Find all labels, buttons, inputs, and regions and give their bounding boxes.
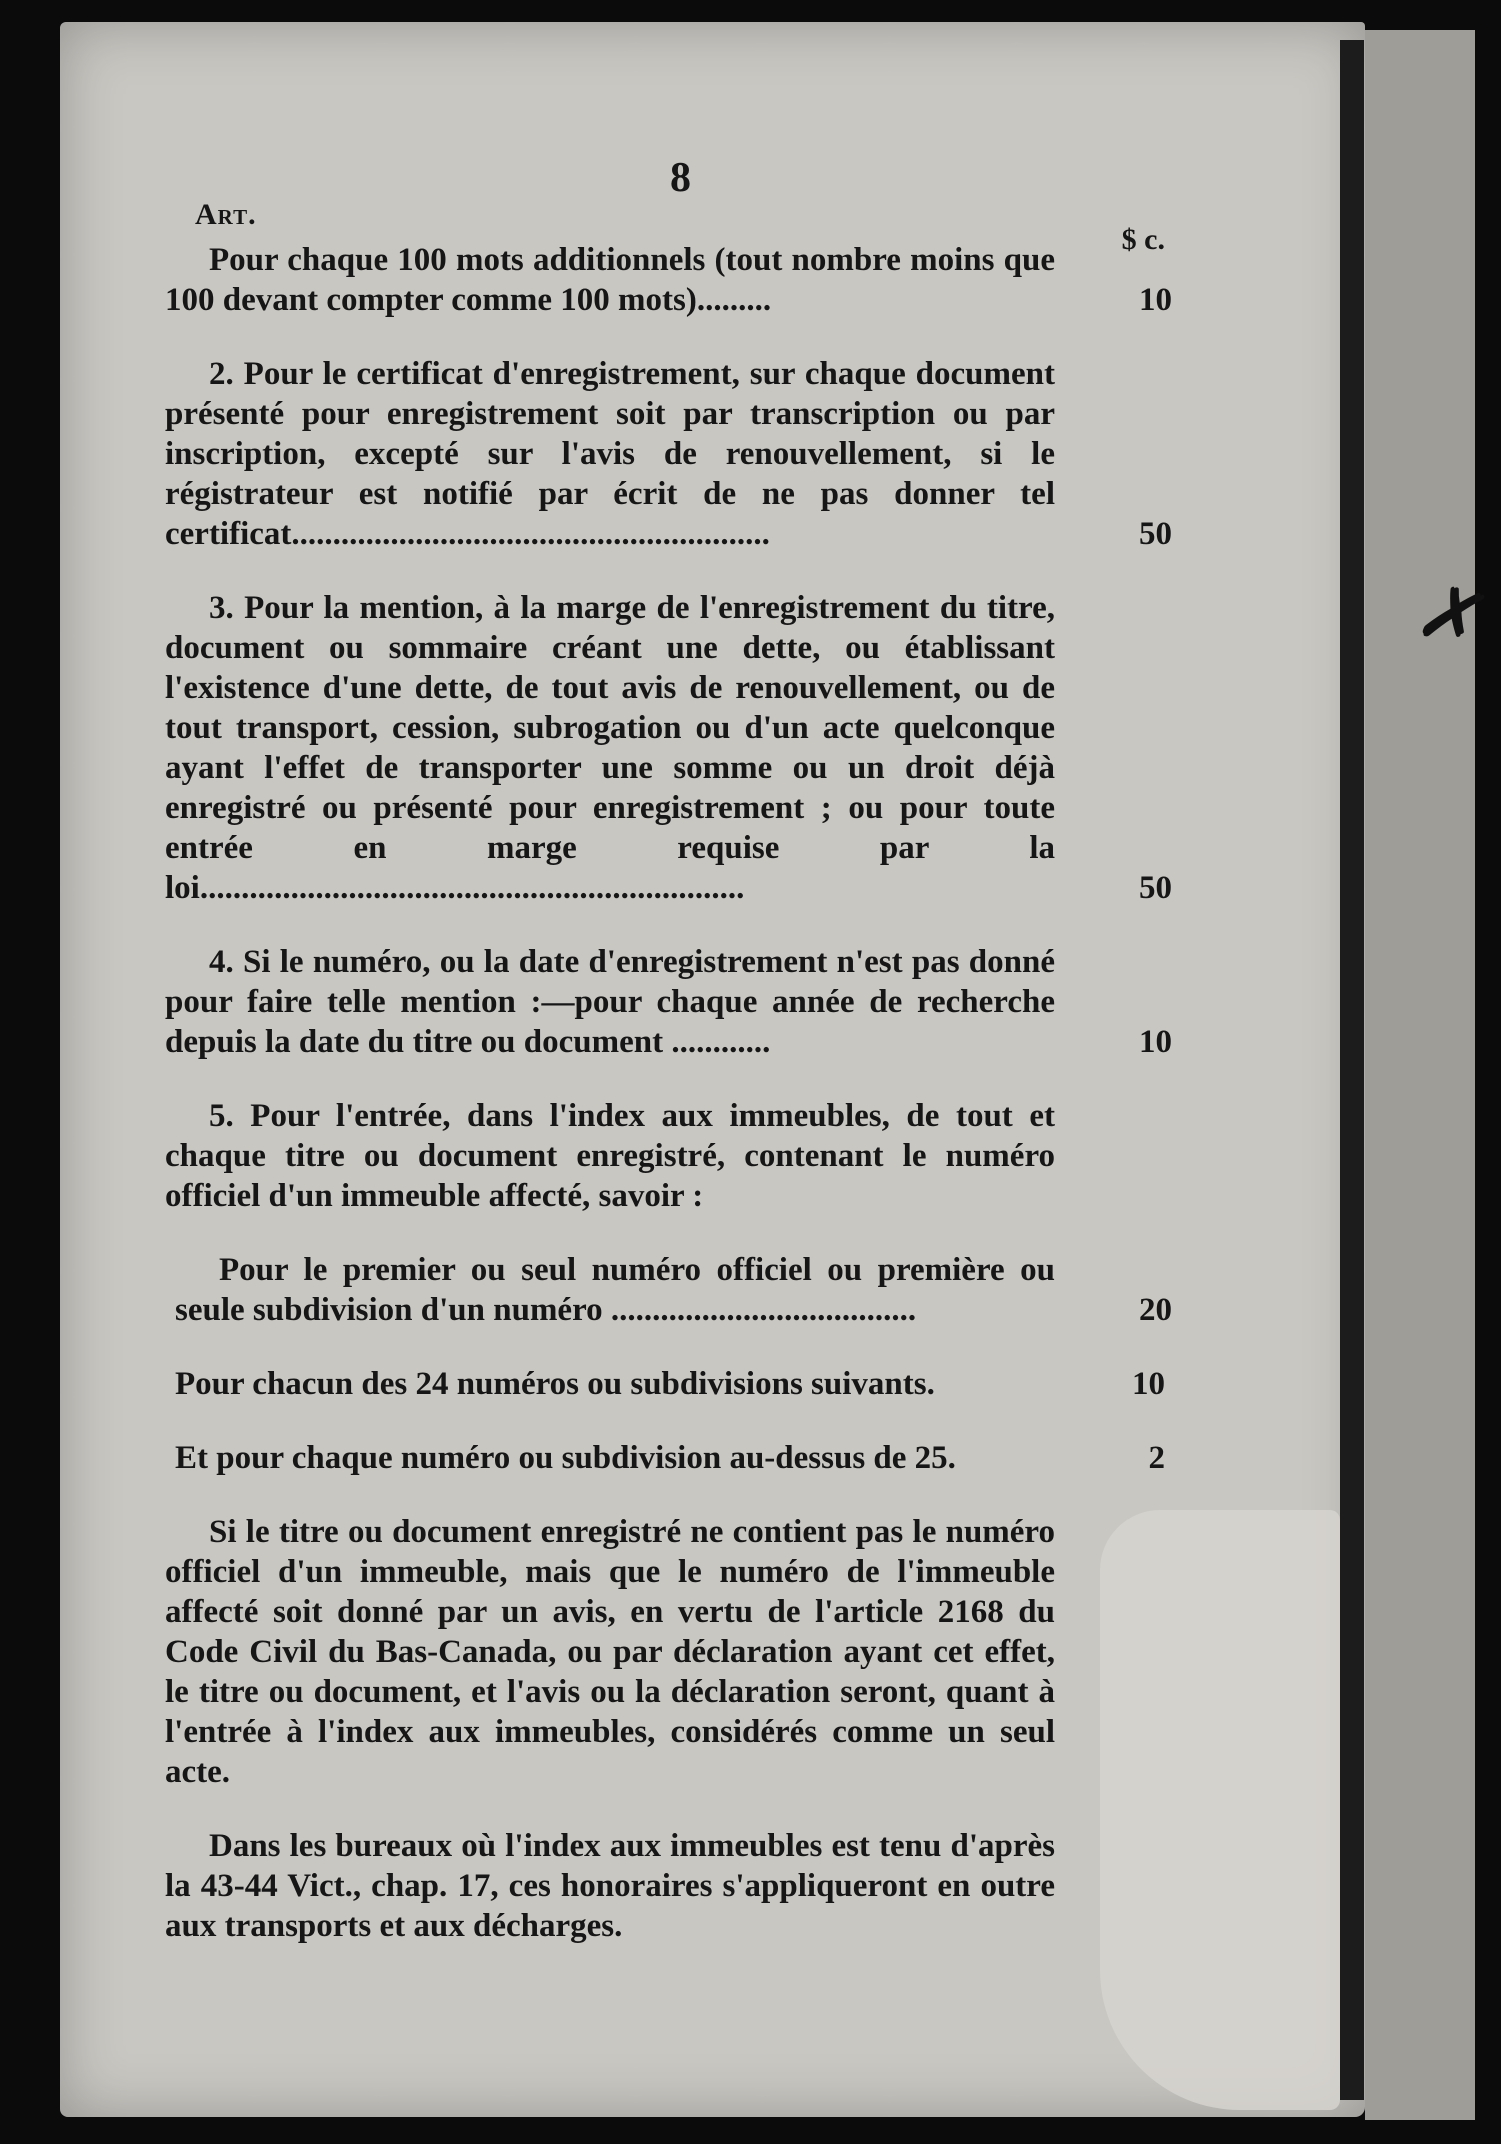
entry-text: Pour le premier ou seul numéro officiel ou première ou seule subdivision d'un numéro ..................................... 20 <box>175 1252 1172 1328</box>
entry-fee: 50 <box>1139 516 1172 552</box>
adjacent-page-edge <box>1365 30 1475 2120</box>
entry-fee: 10 <box>1139 282 1172 318</box>
entry-text: 2. Pour le certificat d'enregistrement, sur chaque document présenté pour enregistrement soit par transcription ou par inscription, excepté sur l'avis de renouvellement, si le régistrateur est notifié par écrit de ne pas donner tel certificat.......................................................... 50 <box>165 356 1172 552</box>
fee-entry <box>165 354 1172 554</box>
entry-text: Dans les bureaux où l'index aux immeubles est tenu d'après la 43-44 Vict., chap. 17, ces honoraires s'appliqueront en outre aux transports et aux décharges. <box>165 1828 1055 1944</box>
entry-text: 3. Pour la mention, à la marge de l'enregistrement du titre, document ou sommaire créant une dette, ou établissant l'existence d'une dette, de tout avis de renouvellement, ou de tout transport, cession, subrogation ou d'un acte quelconque ayant l'effet de transporter une somme ou un droit déjà enregistré ou présenté pour enregistrement ; ou pour toute entrée en marge requise par la loi.................................................................. 50 <box>165 590 1172 906</box>
book-binding <box>1340 40 1364 2100</box>
entry-fee: 50 <box>1139 870 1172 906</box>
entry-text: Si le titre ou document enregistré ne contient pas le numéro officiel d'un immeuble, mais que le numéro de l'immeuble affecté soit donné par un avis, en vertu de l'article 2168 du Code Civil du Bas-Canada, ou par déclaration ayant cet effet, le titre ou document, et l'avis ou la déclaration seront, quant à l'entrée à l'index aux immeubles, considérés comme un seul acte. <box>165 1514 1055 1790</box>
page-number: 8 <box>670 155 691 201</box>
fee-entry <box>165 1512 1165 1792</box>
article-column-label: Art. <box>195 198 257 231</box>
fee-entry <box>165 588 1172 908</box>
entry-text: Pour chaque 100 mots additionnels (tout nombre moins que 100 devant compter comme 100 mots)......... 10 <box>165 242 1172 318</box>
fee-entry <box>165 1250 1172 1330</box>
page-content <box>165 150 1172 1946</box>
entry-text: Pour chacun des 24 numéros ou subdivisions suivants. 10 <box>175 1366 1165 1402</box>
fee-entry <box>165 1364 1165 1404</box>
fee-entry <box>165 1096 1165 1216</box>
fee-entry <box>165 942 1172 1062</box>
entry-text: 4. Si le numéro, ou la date d'enregistrement n'est pas donné pour faire telle mention :—pour chaque année de recherche depuis la date du titre ou document ............ 10 <box>165 944 1172 1060</box>
fee-entry <box>165 1826 1165 1946</box>
fee-entry <box>165 240 1172 320</box>
handwritten-cross-mark-icon: ✗ <box>1406 561 1501 672</box>
entry-text: 5. Pour l'entrée, dans l'index aux immeubles, de tout et chaque titre ou document enregistré, contenant le numéro officiel d'un immeuble affecté, savoir : <box>165 1098 1055 1214</box>
fee-entry <box>165 1438 1165 1478</box>
entry-fee: 20 <box>1139 1292 1172 1328</box>
page-header <box>165 150 1165 256</box>
fee-column-header: $ c. <box>1121 223 1165 256</box>
entry-fee: 2 <box>1148 1440 1165 1476</box>
entry-fee: 10 <box>1139 1024 1172 1060</box>
entry-text: Et pour chaque numéro ou subdivision au-dessus de 25. 2 <box>175 1440 1165 1476</box>
entry-fee: 10 <box>1132 1366 1165 1402</box>
